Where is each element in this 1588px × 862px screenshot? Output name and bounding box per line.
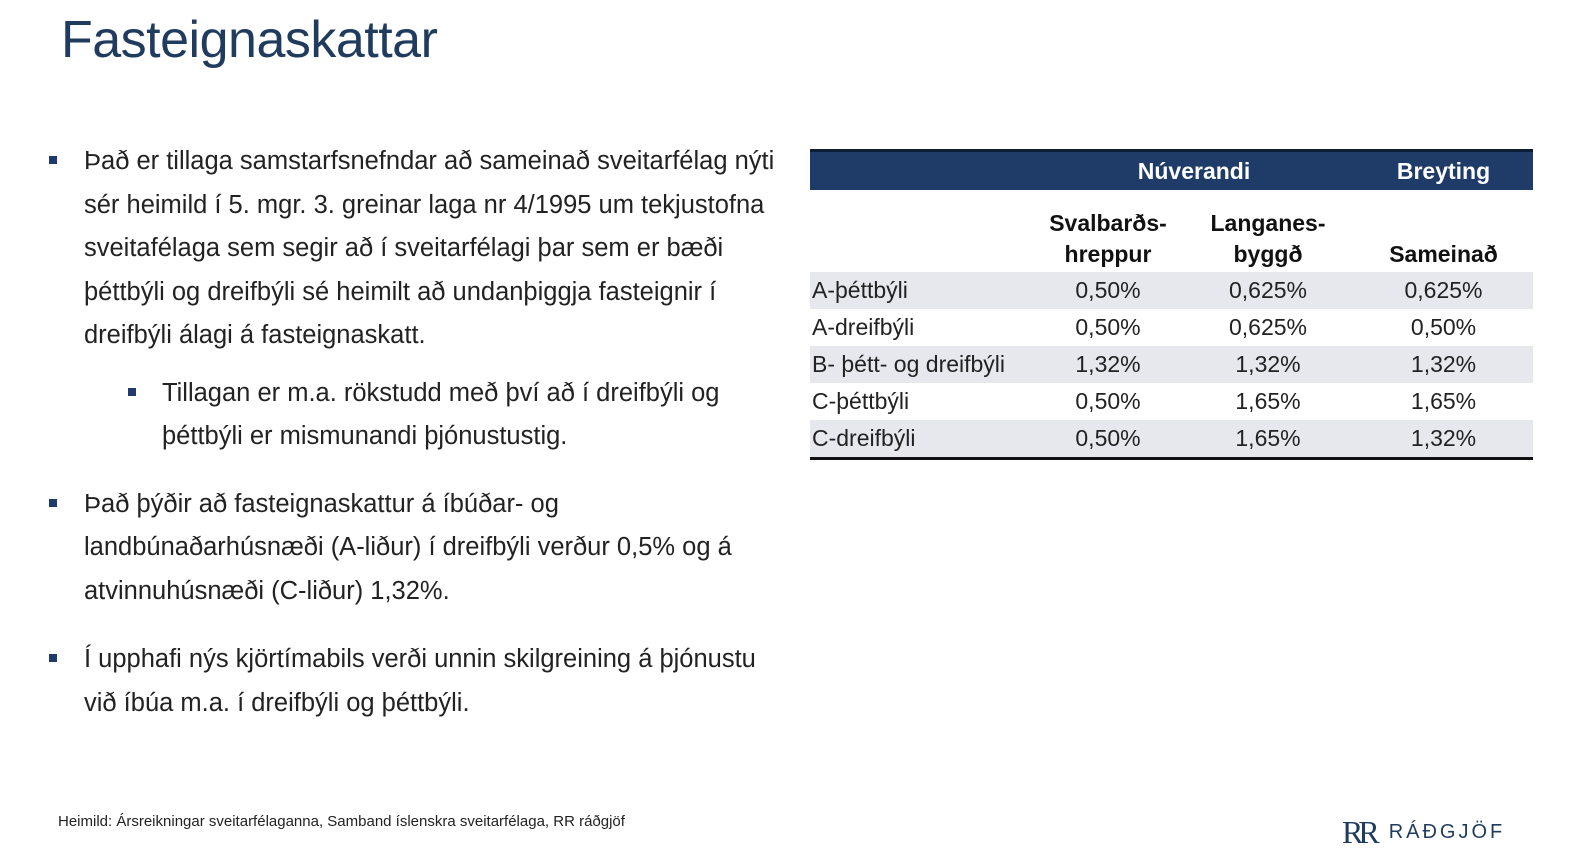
- bullet-text: Það þýðir að fasteignaskattur á íbúðar- og landbúnaðarhúsnæði (A-liður) í dreifbýli verður 0,5% og á atvinnuhúsnæði (C-liður) 1,32%.: [84, 489, 732, 605]
- company-logo: [1342, 814, 1505, 850]
- table-cell: 0,625%: [1182, 272, 1354, 309]
- table-cell: 0,50%: [1075, 388, 1141, 414]
- row-label: B- þétt- og dreifbýli: [810, 346, 1034, 383]
- table-row: [810, 272, 1533, 309]
- square-bullet-icon: [49, 654, 57, 662]
- column-header: Langanes- byggð: [1210, 210, 1326, 267]
- table-cell: 0,625%: [1354, 272, 1533, 309]
- table-row: [810, 346, 1533, 383]
- square-bullet-icon: [49, 499, 57, 507]
- table-cell: 1,65%: [1410, 388, 1477, 414]
- sub-bullet-item: [84, 372, 794, 459]
- bullet-text: Það er tillaga samstarfsnefndar að sameinað sveitarfélag nýti sér heimild í 5. mgr. 3. greinar laga nr 4/1995 um tekjustofna sveitafélaga sem segir að í sveitarfélagi þar sem er bæði þéttbýli og dreifbýli sé heimilt að undanþiggja fasteignir í dreifbýli álagi á fasteignaskatt.: [84, 147, 775, 349]
- square-bullet-icon: [49, 156, 57, 164]
- tax-rate-table-container: [810, 149, 1533, 460]
- table-row: [810, 383, 1533, 420]
- table-cell: 1,32%: [1034, 346, 1182, 383]
- table-cell: 1,32%: [1354, 346, 1533, 383]
- table-row: [810, 420, 1533, 459]
- row-label: A-dreifbýli: [812, 314, 915, 340]
- bullet-text: Í upphafi nýs kjörtímabils verði unnin skilgreining á þjónustu við íbúa m.a. í dreifbýli og þéttbýli.: [84, 645, 756, 717]
- row-label: C-dreifbýli: [810, 420, 1034, 459]
- column-header: Svalbarðs- hreppur: [1049, 210, 1167, 267]
- table-cell: 1,65%: [1235, 388, 1301, 414]
- logo-mark: RR: [1342, 813, 1375, 850]
- table-cell: 1,32%: [1354, 420, 1533, 459]
- bullet-item: [44, 483, 794, 614]
- column-header: Sameinað: [1389, 241, 1498, 267]
- square-bullet-icon: [128, 388, 136, 396]
- table-row: [810, 309, 1533, 346]
- logo-text: RÁÐGJÖF: [1388, 820, 1506, 843]
- table-cell: 1,65%: [1182, 420, 1354, 459]
- sub-bullet-text: Tillagan er m.a. rökstudd með því að í dreifbýli og þéttbýli er mismunandi þjónustustig.: [162, 378, 720, 450]
- bullet-item: [44, 140, 794, 459]
- table-cell: 0,625%: [1229, 314, 1308, 340]
- source-note: Heimild: Ársreikningar sveitarfélaganna, Samband íslenskra sveitarfélaga, RR ráðgjöf: [58, 813, 625, 830]
- tax-rate-table: [810, 149, 1533, 460]
- bullet-list: [44, 140, 794, 725]
- table-cell: 0,50%: [1075, 314, 1141, 340]
- table-cell: 1,32%: [1182, 346, 1354, 383]
- table-cell: 0,50%: [1034, 420, 1182, 459]
- bullet-item: [44, 638, 794, 725]
- table-cell: 0,50%: [1410, 314, 1477, 340]
- group-header-row: [810, 151, 1533, 191]
- group-header-empty: [810, 151, 1034, 191]
- row-label: A-þéttbýli: [810, 272, 1034, 309]
- column-header-empty: [810, 190, 1034, 272]
- group-header-current: Núverandi: [1034, 151, 1354, 191]
- slide-title: Fasteignaskattar: [61, 11, 438, 69]
- column-header-row: [810, 190, 1533, 272]
- group-header-change: Breyting: [1354, 151, 1533, 191]
- row-label: C-þéttbýli: [812, 388, 910, 414]
- table-cell: 0,50%: [1034, 272, 1182, 309]
